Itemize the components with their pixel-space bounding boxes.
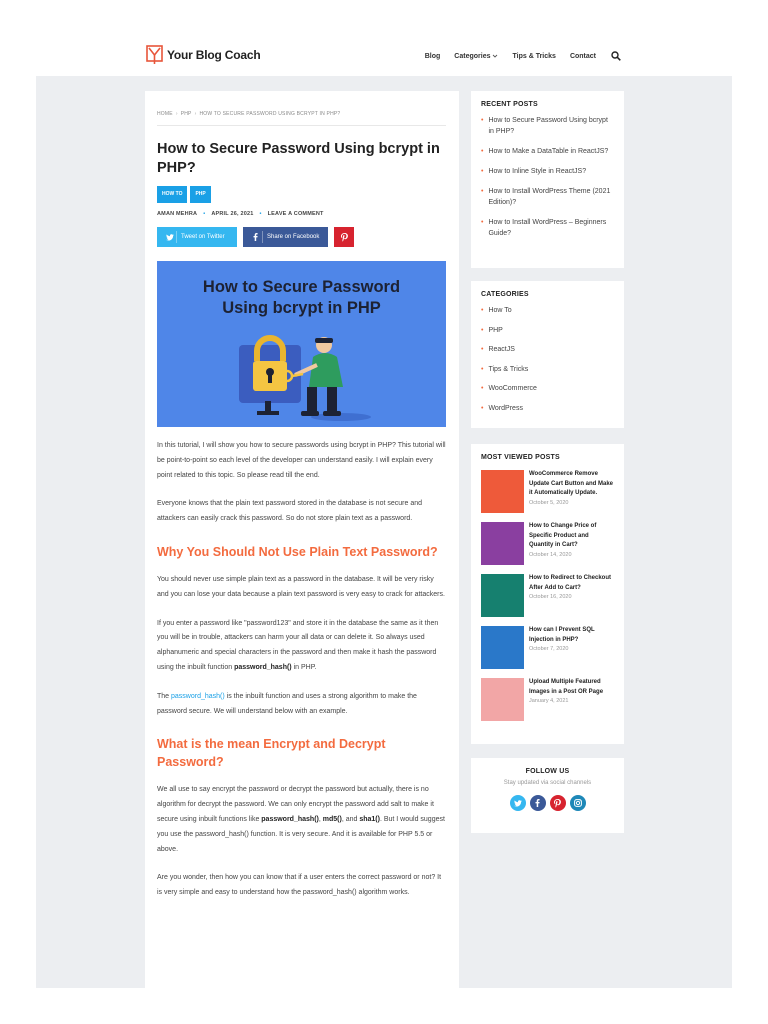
bullet-icon: • [481,326,484,334]
list-item[interactable] [481,678,614,721]
article-paragraph-7: Are you wonder, then how you can know that if a user enters the correct password or not? It is very simple and easy to understand how the password_hash() algorithm works. [157,874,442,897]
most-viewed-post-title: How can I Prevent SQL Injection in PHP? [529,627,595,643]
nav-contact[interactable]: Contact [569,52,596,60]
categories-title: CATEGORIES [481,291,529,298]
share-facebook-label: Share on Facebook [267,234,320,240]
pinterest-icon [554,799,561,808]
nav-categories-label: Categories [454,52,491,60]
instagram-follow-button[interactable] [570,795,586,811]
share-pinterest-button[interactable] [334,227,354,247]
password-hash-code: password_hash() [261,815,319,823]
paragraph-5-text-a: The [157,692,172,700]
heading-encrypt-decrypt: What is the mean Encrypt and Decrypt Password? [157,737,386,770]
paragraph-6-separator: , and [341,815,360,823]
list-item[interactable] [481,574,614,617]
list-item[interactable] [481,217,614,239]
breadcrumb-separator-icon: › [194,111,197,117]
most-viewed-post-date: October 5, 2020 [529,499,569,506]
facebook-icon [535,799,540,807]
bullet-icon: • [481,168,484,175]
password-hash-code: password_hash() [234,663,292,671]
bullet-icon: • [481,346,484,353]
follow-subtitle: Stay updated via social channels [503,780,592,786]
facebook-icon [249,231,263,243]
search-icon [611,51,621,61]
list-item[interactable] [481,186,614,208]
list-item[interactable] [481,325,614,336]
nav-tips-tricks[interactable]: Tips & Tricks [512,52,556,60]
twitter-icon [514,800,522,807]
post-thumbnail [481,574,524,617]
most-viewed-post-title: How to Change Price of Specific Product and Quantity in Cart? [529,523,597,548]
paragraph-6-text-c: . But I would suggest you use the password_hash() function. It is very secure. And it is available for PHP 5.5 or above. [157,815,445,853]
share-twitter-label: Tweet on Twitter [181,234,225,240]
recent-post-link: How to Install WordPress Theme (2021 Edition)? [488,188,611,206]
twitter-follow-button[interactable] [510,795,526,811]
logo-icon [146,45,163,65]
bullet-icon: • [481,307,484,314]
recent-posts-title: RECENT POSTS [481,101,538,108]
post-thumbnail [481,626,524,669]
tag-list [157,186,446,203]
site-logo[interactable] [146,45,260,65]
most-viewed-post-title: How to Redirect to Checkout After Add to Cart? [529,575,612,591]
list-item[interactable] [481,364,614,375]
breadcrumb-php[interactable]: PHP [180,111,192,117]
list-item[interactable] [481,115,614,137]
site-name: Your Blog Coach [167,48,261,62]
list-item[interactable] [481,403,614,414]
most-viewed-post-title: WooCommerce Remove Update Cart Button and Make it Automatically Update. [529,471,614,496]
meta-separator: • [259,211,262,217]
article-paragraph-4 [157,617,446,676]
most-viewed-post-title: Upload Multiple Featured Images in a Post OR Page [529,679,604,695]
tag-how-to[interactable]: HOW TO [157,186,187,203]
breadcrumb-home[interactable]: HOME [157,111,173,117]
divider [157,125,446,126]
nav-categories[interactable] [454,53,498,60]
paragraph-5-text-b: is the inbuilt function and uses a strong algorithm to make the password secure. We will understand below with an example. [157,692,417,715]
twitter-icon [163,231,177,243]
breadcrumb-separator-icon: › [175,111,178,117]
list-item[interactable] [481,383,614,394]
most-viewed-post-date: October 7, 2020 [529,646,569,652]
paragraph-6-separator: , [318,815,323,823]
chevron-down-icon [492,53,498,59]
list-item[interactable] [481,166,614,177]
list-item[interactable] [481,146,614,157]
nav-blog[interactable]: Blog [424,52,441,60]
bullet-icon: • [481,365,484,373]
md5-code: md5() [322,815,342,823]
post-meta [157,211,446,217]
recent-posts-list [481,115,614,239]
article-paragraph-1: In this tutorial, I will show you how to secure passwords using bcrypt in PHP? This tutorial will be point-to-point so each level of the developer can understand easily. I will explain every point related to this topic. So please read till the end. [157,442,446,479]
list-item[interactable] [481,522,614,565]
main-nav [425,50,622,62]
instagram-icon [574,799,582,807]
follow-title: FOLLOW US [525,768,570,775]
password-hash-link[interactable]: password_hash() [171,692,225,700]
sha1-code: sha1() [359,815,380,823]
category-link: Tips & Tricks [488,365,529,373]
paragraph-4-text-b: in PHP. [291,663,317,671]
site-header [0,0,768,76]
list-item[interactable] [481,344,614,355]
recent-post-link: How to Inline Style in ReactJS? [488,168,587,175]
featured-image [157,261,446,427]
article [145,91,459,988]
article-paragraph-2: Everyone knows that the plain text password stored in the database is not secure and attackers can easily crack this password. So do not store plain text as a password. [157,500,422,523]
article-paragraph-6 [157,783,446,857]
leave-comment-link[interactable]: LEAVE A COMMENT [267,211,324,217]
follow-widget [471,758,624,833]
most-viewed-post-date: October 16, 2020 [529,594,572,600]
list-item[interactable] [481,626,614,669]
post-date: APRIL 26, 2021 [211,211,254,217]
category-link: WooCommerce [488,385,537,392]
recent-post-link: How to Make a DataTable in ReactJS? [488,148,609,155]
bullet-icon: • [481,148,484,155]
category-link: How To [488,307,512,314]
most-viewed-widget [471,444,624,744]
most-viewed-title: MOST VIEWED POSTS [481,454,560,461]
categories-widget [471,281,624,428]
featured-image-title-line-1: How to Secure Password [202,278,401,296]
most-viewed-post-date: January 4, 2021 [529,698,569,704]
page-title: How to Secure Password Using bcrypt in PHP? [157,141,440,176]
bullet-icon: • [481,188,484,195]
post-thumbnail [481,522,524,565]
facebook-follow-button[interactable] [530,795,546,811]
share-facebook-button[interactable] [243,227,328,247]
padlock-illustration-icon [157,261,446,427]
category-link: PHP [488,326,503,334]
article-paragraph-3: You should never use simple plain text as a password in the database. It will be very risky and you can lose your data because a plain text password is very easy to crack for attackers. [157,575,445,598]
pinterest-follow-button[interactable] [550,795,566,811]
category-link: ReactJS [488,346,515,353]
list-item[interactable] [481,470,614,513]
bullet-icon: • [481,219,484,226]
tag-php[interactable]: PHP [190,186,210,203]
featured-image-title-line-2: Using bcrypt in PHP [222,299,381,317]
meta-separator: • [203,211,206,217]
categories-list [481,305,614,414]
most-viewed-post-date: October 14, 2020 [529,551,572,558]
recent-post-link: How to Secure Password Using bcrypt in PHP? [488,117,608,135]
breadcrumb [157,109,446,119]
author-link[interactable]: AMAN MEHRA [157,211,198,217]
search-button[interactable] [610,50,622,62]
share-bar [157,227,446,247]
article-paragraph-5 [157,690,446,720]
post-thumbnail [481,470,524,513]
pinterest-icon [341,233,348,242]
bullet-icon: • [481,404,484,412]
paragraph-6-text-a: We all use to say encrypt the password or decrypt the password but actually, there is no algorithm for decrypt the password. We can only encrypt the password add salt to make it secure using inbuilt functions like [157,786,434,823]
recent-post-link: How to Install WordPress – Beginners Guide? [488,219,607,237]
most-viewed-list [481,470,614,721]
bullet-icon: • [481,385,484,392]
recent-posts-widget [471,91,624,268]
heading-plain-text-password: Why You Should Not Use Plain Text Password? [157,544,438,559]
social-links [481,795,614,811]
breadcrumb-current: HOW TO SECURE PASSWORD USING BCRYPT IN PHP? [199,111,341,117]
paragraph-4-text-a: If you enter a password like "password123" and store it in the database the same as it then you will be in trouble, attackers can harm your all data or can delete it. So always used alphanumeric and special characters in the password and then make it hash the password using the inbuilt function [157,619,439,671]
list-item[interactable] [481,305,614,316]
share-twitter-button[interactable] [157,227,237,247]
category-link: WordPress [488,404,523,412]
post-thumbnail [481,678,524,721]
bullet-icon: • [481,117,484,124]
